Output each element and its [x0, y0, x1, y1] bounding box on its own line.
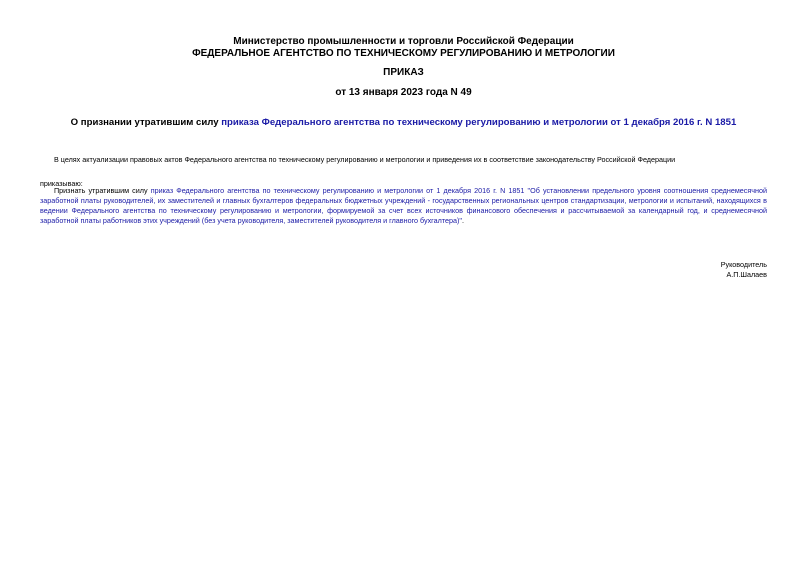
document-date-number: от 13 января 2023 года N 49	[335, 87, 472, 98]
clause-prefix: Признать утратившим силу	[54, 186, 151, 195]
agency-name: ФЕДЕРАЛЬНОЕ АГЕНТСТВО ПО ТЕХНИЧЕСКОМУ РЕГУЛИРОВАНИЮ И МЕТРОЛОГИИ	[192, 48, 615, 59]
ministry-name: Министерство промышленности и торговли Российской Федерации	[233, 36, 574, 47]
signatory-position: Руководитель	[720, 260, 767, 269]
clause-order-link[interactable]: приказ Федерального агентства по техническому регулированию и метрологии от 1 декабря 2016 г. N 1851 "Об установлении предельного уровня соотношения среднемесячной заработной платы руководителей, их заместителей и главных бухгалтеров федеральных бюджетных учреждений - государственных региональных центров стандартизации, метрологии и испытаний, находящихся в ведении Федерального агентства по техническому регулированию и метрологии, формируемой за счет всех источников финансового обеспечения и рассчитываемой за календарный год, и среднемесячной заработной платы работников этих учреждений (без учета руководителя, заместителей руководителя и главного бухгалтера)"	[40, 186, 767, 225]
document-type: ПРИКАЗ	[383, 67, 424, 78]
clause-suffix: .	[461, 216, 464, 225]
clause-paragraph	[40, 186, 767, 226]
title-prefix: О признании утратившим силу	[70, 117, 222, 128]
signatory-name: А.П.Шалаев	[726, 270, 767, 279]
preamble-paragraph: В целях актуализации правовых актов Федерального агентства по техническому регулированию и метрологии и приведения их в соответствие законодательству Российской Федерации	[54, 155, 676, 164]
order-word: приказываю:	[40, 179, 83, 188]
title-order-link[interactable]: приказа Федерального агентства по техническому регулированию и метрологии от 1 декабря 2016 г. N 1851	[221, 117, 737, 128]
document-title	[0, 117, 807, 128]
